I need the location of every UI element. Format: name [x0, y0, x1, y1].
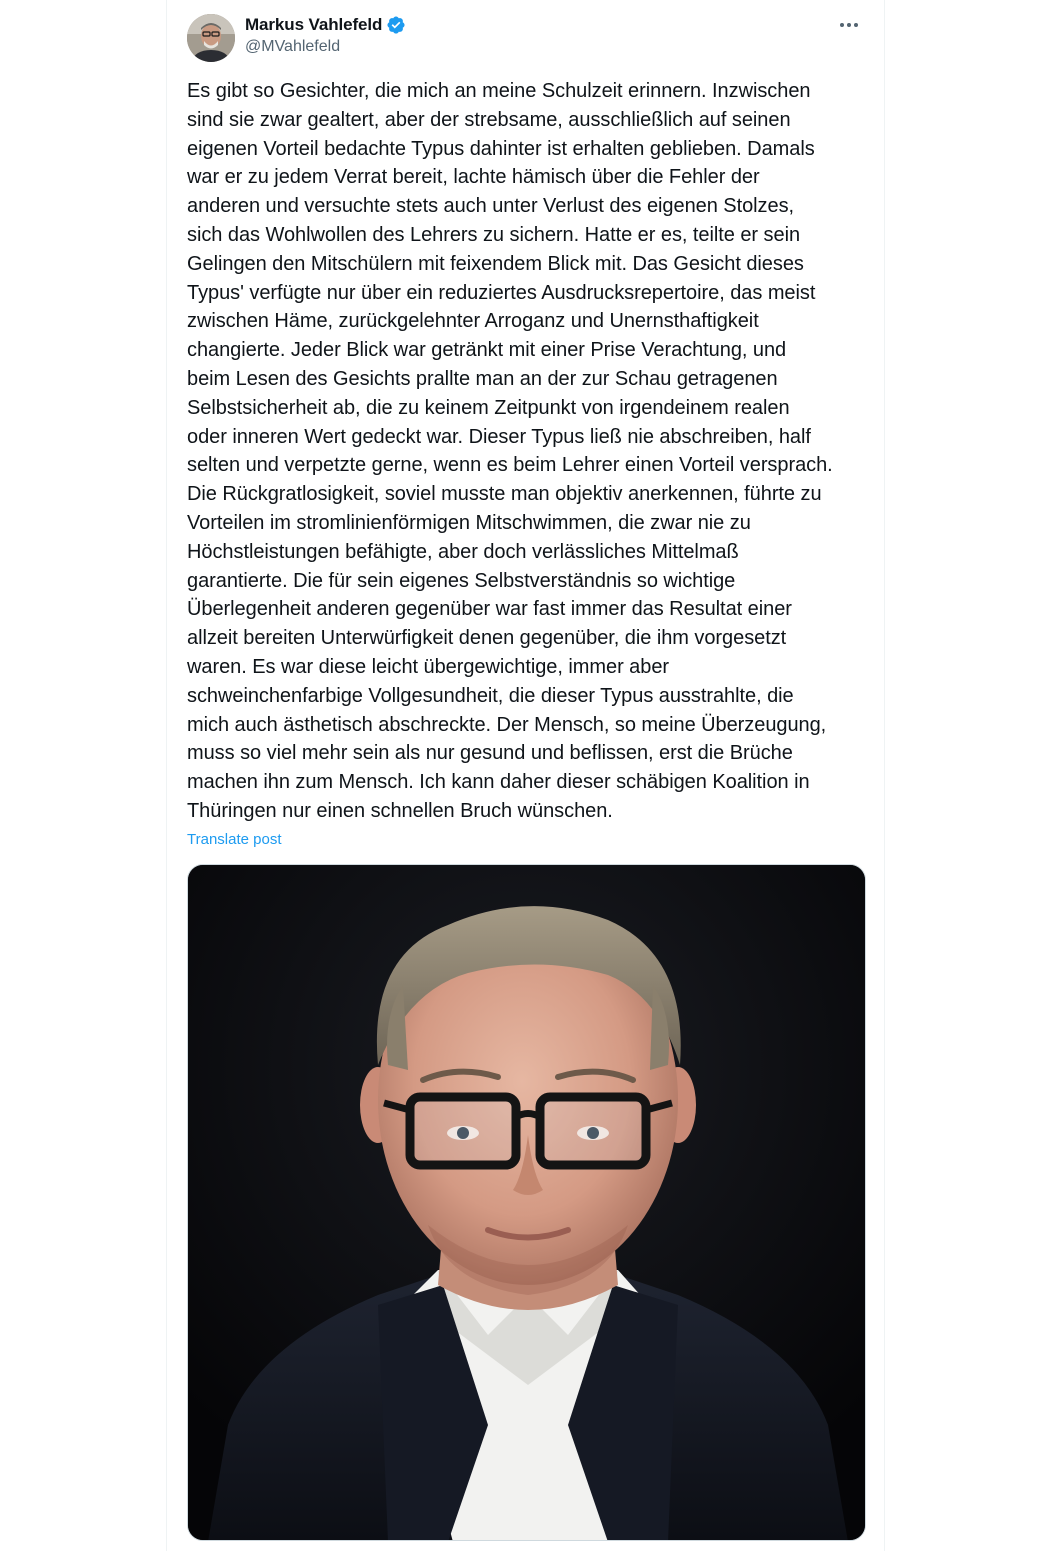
- more-options-button[interactable]: [831, 12, 867, 38]
- post-header: [187, 12, 867, 62]
- display-name-row: [245, 13, 406, 37]
- author-display-name[interactable]: Markus Vahlefeld: [245, 15, 383, 34]
- author-names: [245, 13, 406, 56]
- post-column: [166, 0, 885, 1551]
- verified-badge-icon[interactable]: [386, 15, 406, 35]
- translate-post-link[interactable]: Translate post: [187, 831, 282, 848]
- portrait-photo-icon: [188, 865, 866, 1541]
- user-avatar-icon: [187, 14, 235, 62]
- more-options-icon: [839, 22, 859, 28]
- post-text: Es gibt so Gesichter, die mich an meine Schulzeit erinnern. Inzwischen sind sie zwar gealtert, aber der strebsame, ausschließlich auf seinen eigenen Vorteil bedachte Typus dahinter ist erhalten geblieben. Damals war er zu jedem Verrat bereit, lachte hämisch über die Fehler der anderen und versuchte stets auch unter Verlust des eigenen Stolzes, sich das Wohlwollen des Lehrers zu sichern. Hatte er es, teilte er sein Gelingen den Mitschülern mit feixendem Blick mit. Das Gesicht dieses Typus' verfügte nur über ein reduziertes Ausdrucksrepertoire, das meist zwischen Häme, zurückgelehnter Arroganz und Unernsthaftigkeit changierte. Jeder Blick war getränkt mit einer Prise Verachtung, und beim Lesen des Gesichts prallte man an der zur Schau getragenen Selbstsicherheit ab, die zu keinem Zeitpunkt von irgendeinem realen oder inneren Wert gedeckt war. Dieser Typus ließ nie abschreiben, half selten und verpetzte gerne, wenn es beim Lehrer einen Vorteil versprach. Die Rückgratlosigkeit, soviel musste man objektiv anerkennen, führte zu Vorteilen im stromlinienförmigen Mitschwimmen, die zwar nie zu Höchstleistungen befähigte, aber doch verlässliches Mittelmaß garantierte. Die für sein eigenes Selbstverständnis so wichtige Überlegenheit anderen gegenüber war fast immer das Resultat einer allzeit bereiten Unterwürfigkeit denen gegenüber, die ihm vorgesetzt waren. Es war diese leicht übergewichtige, immer aber schweinchenfarbige Vollgesundheit, die dieser Typus ausstrahlte, die mich auch ästhetisch abschreckte. Der Mensch, so meine Überzeugung, muss so viel mehr sein als nur gesund und beflissen, erst die Brüche machen ihn zum Mensch. Ich kann daher dieser schäbigen Koalition in Thüringen nur einen schnellen Bruch wünschen.: [187, 80, 833, 822]
- post-media-photo[interactable]: [187, 864, 866, 1541]
- author-handle[interactable]: @MVahlefeld: [245, 38, 341, 55]
- author-avatar[interactable]: [187, 14, 235, 62]
